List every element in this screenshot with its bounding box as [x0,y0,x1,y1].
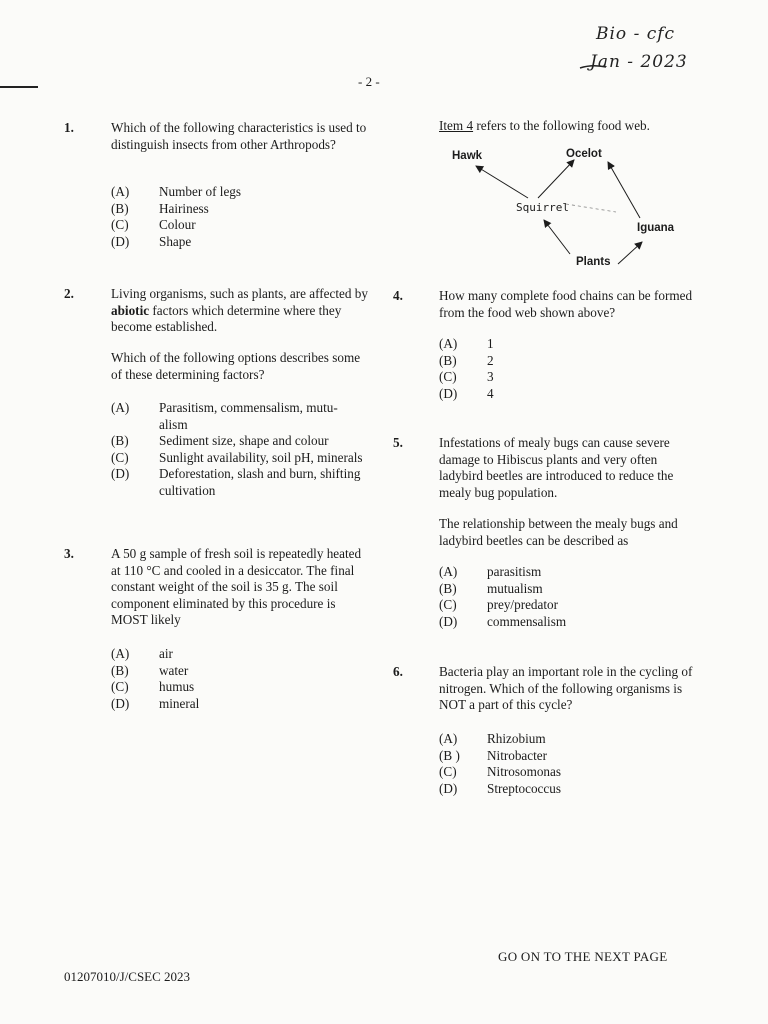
arrow-squirrel-to-hawk [476,166,528,198]
option-a[interactable]: (A) air [111,646,173,661]
question-4-number: 4. [393,288,403,303]
handwritten-note-subject: Bio - cfc [596,24,676,44]
arrow-plants-to-iguana [618,242,642,264]
question-6-number: 6. [393,664,403,679]
food-web-squirrel-label: Squirrel [516,201,569,214]
go-on-next-page: GO ON TO THE NEXT PAGE [498,949,668,964]
option-c[interactable]: (C) Colour [111,217,196,232]
question-2-prompt: Which of the following options describes some of these determining factors? [111,350,361,382]
option-b[interactable]: (B) Sediment size, shape and colour [111,433,329,448]
option-d[interactable]: (D) Shape [111,233,192,249]
option-d[interactable]: (D) commensalism [439,613,567,629]
option-b[interactable]: (B) water [111,662,189,678]
option-b[interactable]: (B) mutualism [439,580,543,596]
handwritten-note-date: Jan - 2023 [590,52,688,72]
food-web-iguana-label: Iguana [637,222,675,234]
question-1-text: Which of the following characteristics is used to distinguish insects from other Arthropods? [111,120,367,152]
option-b[interactable]: (B) 2 [439,352,494,368]
question-5-text: Infestations of mealy bugs can cause severe damage to Hibiscus plants and very often ladybird beetles are introduced to reduce the mealy bug population. [439,435,674,500]
option-b[interactable]: (B) Hairiness [111,200,209,216]
food-web-ocelot-label: Ocelot [566,148,602,160]
option-a[interactable]: (A) Rhizobium [439,731,546,746]
question-3-text: A 50 g sample of fresh soil is repeatedly heated at 110 °C and cooled in a desiccator. The final constant weight of the soil is 35 g. The soil component eliminated by this procedure is MOST likely [111,546,362,627]
option-d[interactable]: (D) 4 [439,385,494,401]
option-a[interactable]: (A) 1 [439,336,494,351]
arrow-plants-to-squirrel [544,220,570,254]
question-2-number: 2. [64,286,74,301]
option-d[interactable]: (D) Deforestation, slash and burn, shifting cultivation [111,466,361,498]
option-c[interactable]: (C) Nitrosomonas [439,764,561,779]
option-a[interactable]: (A) Parasitism, commensalism, mutu- alism [111,400,338,432]
item-4-intro: Item 4 refers to the following food web. [439,118,650,133]
arrow-iguana-to-ocelot [608,162,640,218]
margin-mark [0,86,38,88]
food-web-plants-label: Plants [576,256,611,268]
question-1-options [111,184,369,250]
food-web-hawk-label: Hawk [452,150,483,162]
option-a[interactable]: (A) parasitism [439,564,542,579]
question-5-options [439,564,679,630]
question-1-number: 1. [64,120,74,135]
question-4-text: How many complete food chains can be formed from the food web shown above? [439,288,693,320]
page-number: - 2 - [358,74,380,89]
question-5-number: 5. [393,435,403,450]
option-c[interactable]: (C) humus [111,679,195,694]
question-2-options [111,400,369,499]
question-3-number: 3. [64,546,74,561]
option-b[interactable]: (B ) Nitrobacter [439,747,548,763]
question-6-text: Bacteria play an important role in the cycling of nitrogen. Which of the following organisms is NOT a part of this cycle? [439,664,693,712]
question-3-options [111,646,369,712]
question-6-options [439,731,679,797]
option-a[interactable]: (A) Number of legs [111,184,242,199]
question-4-options [439,336,639,402]
option-d[interactable]: (D) mineral [111,695,200,711]
handwritten-stroke [578,62,608,72]
option-c[interactable]: (C) Sunlight availability, soil pH, minerals [111,449,363,465]
question-2-text: Living organisms, such as plants, are affected by abiotic factors which determine where they become established. [111,286,368,334]
paper-code: 01207010/J/CSEC 2023 [64,969,191,984]
question-5-prompt: The relationship between the mealy bugs and ladybird beetles can be described as [439,516,678,548]
arrow-squirrel-to-ocelot [538,160,574,198]
faint-dashed-line [566,204,616,212]
option-c[interactable]: (C) 3 [439,369,494,384]
option-d[interactable]: (D) Streptococcus [439,780,561,796]
option-c[interactable]: (C) prey/predator [439,597,559,612]
